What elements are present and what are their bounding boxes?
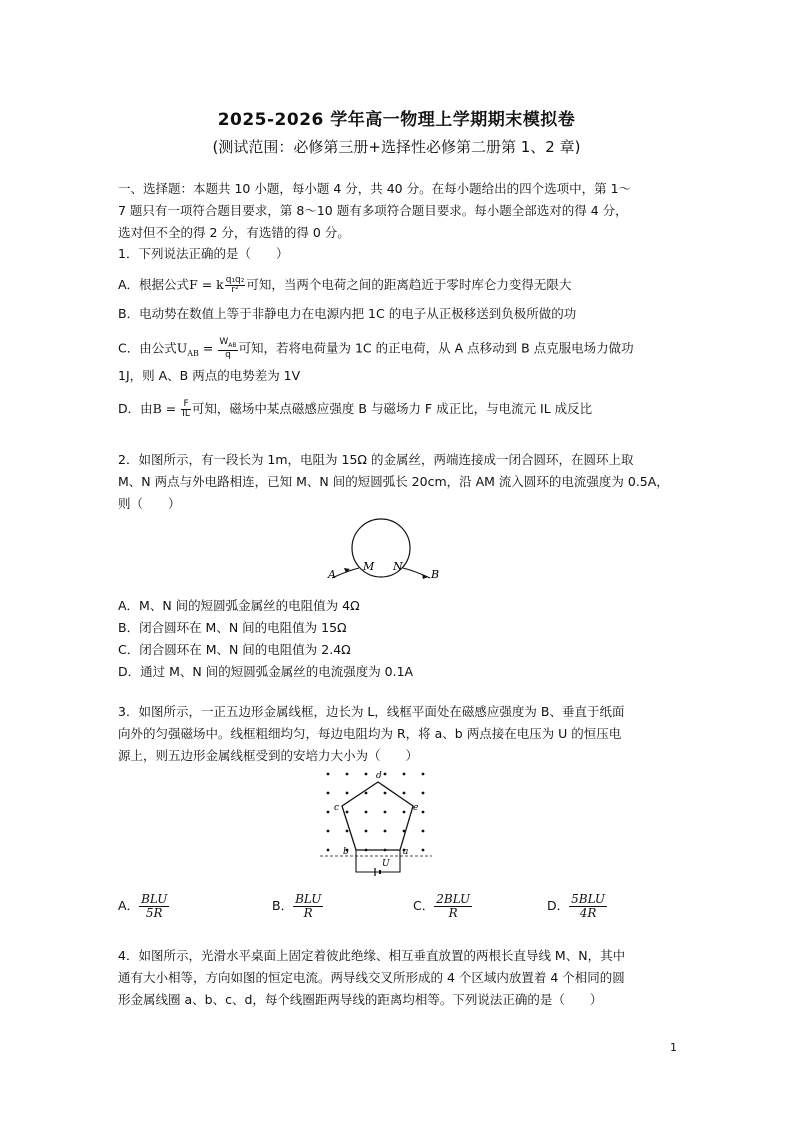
field-dot — [403, 792, 406, 795]
q1-option-c — [118, 338, 634, 362]
q3-option-b-letter: B． — [272, 898, 294, 913]
field-dot — [327, 811, 330, 814]
field-dot — [384, 830, 387, 833]
q3-option-d-numerator: 5BLU — [571, 892, 606, 906]
page-title: 2025-2026 学年高一物理上学期期末模拟卷 — [217, 110, 576, 130]
q3-option-b — [272, 893, 323, 920]
q3-label-a: a — [403, 847, 409, 857]
field-dot — [327, 849, 330, 852]
q1-stem: 1．下列说法正确的是（ ） — [118, 246, 289, 261]
q1-option-d-fraction — [181, 400, 191, 419]
q3-option-b-fraction — [293, 893, 323, 920]
page-subtitle: (测试范围：必修第三册+选择性必修第二册第 1、2 章) — [212, 138, 581, 156]
q2-label-b: B — [431, 568, 440, 581]
q3-option-c-denominator: R — [448, 906, 458, 920]
field-dot — [327, 830, 330, 833]
field-dot — [422, 792, 425, 795]
q3-option-c-numerator: 2BLU — [436, 892, 471, 906]
q1-option-d-text: 可知，磁场中某点磁感应强度 B 与磁场力 F 成正比，与电流元 IL 成反比 — [191, 401, 593, 416]
q3-option-a — [118, 893, 169, 920]
q3-label-c: c — [334, 803, 340, 813]
field-dot — [365, 773, 368, 776]
field-dot — [346, 830, 349, 833]
q1-option-a-text: 可知，当两个电荷之间的距离趋近于零时库仑力变得无限大 — [246, 277, 572, 292]
q4-stem-line-3: 形金属线圈 a、b、c、d，每个线圈距两导线的距离均相等。下列说法正确的是（ ） — [118, 992, 603, 1007]
q2-label-m: M — [363, 560, 375, 573]
q1-option-a — [118, 276, 571, 295]
q3-option-a-denominator: 5R — [145, 906, 163, 920]
q4-stem-line-1: 4．如图所示，光滑水平桌面上固定着彼此绝缘、相互垂直放置的两根长直导线 M、N，其中 — [118, 948, 626, 963]
q1-option-d-formula-lhs: B = — [152, 401, 181, 416]
field-dot — [365, 792, 368, 795]
q1-option-b: B．电动势在数值上等于非静电力在电源内把 1C 的电子从正极移送到负极所做的功 — [118, 306, 577, 321]
q3-option-a-letter: A． — [118, 898, 140, 913]
q1-option-c-numerator-sub: AB — [228, 341, 237, 349]
field-dot — [384, 811, 387, 814]
q2-option-b: B．闭合圆环在 M、N 间的电阻值为 15Ω — [118, 620, 347, 635]
section-instruction-line-2: 7 题只有一项符合题目要求，第 8～10 题有多项符合题目要求。每小题全部选对的得 4 分， — [118, 203, 628, 218]
q1-option-c-formula-lhs: U — [176, 340, 188, 356]
q1-option-c-prefix: C．由公式 — [118, 340, 177, 356]
field-dot — [346, 773, 349, 776]
q3-stem-line-2: 向外的匀强磁场中。线框粗细均匀，每边电阻均为 R，将 a、b 两点接在电压为 U 的恒压电 — [118, 726, 622, 741]
field-dot — [422, 830, 425, 833]
section-instruction-line-3: 选对但不全的得 2 分，有选错的得 0 分。 — [118, 225, 350, 240]
q3-option-c-fraction — [434, 893, 472, 920]
q3-stem-line-1: 3．如图所示，一正五边形金属线框，边长为 L，线框平面处在磁感应强度为 B、垂直于纸面 — [118, 704, 625, 719]
field-dot — [327, 773, 330, 776]
q1-option-a-fraction — [225, 276, 246, 295]
field-dot — [365, 830, 368, 833]
q2-option-a: A．M、N 间的短圆弧金属丝的电阻值为 4Ω — [118, 598, 360, 613]
q2-label-n: N — [393, 560, 403, 573]
q1-option-d-numerator: F — [181, 400, 191, 410]
q1-option-c-equals: = — [198, 340, 218, 356]
field-dot — [422, 773, 425, 776]
q3-pentagon-figure — [320, 768, 435, 876]
page-number: 1 — [670, 1041, 677, 1054]
q3-option-a-numerator: BLU — [141, 892, 168, 906]
field-dot — [403, 811, 406, 814]
q4-stem-line-2: 通有大小相等，方向如图的恒定电流。两导线交叉所形成的 4 个区域内放置着 4 个相同的圆 — [118, 970, 625, 985]
field-dot — [422, 849, 425, 852]
q2-option-d: D．通过 M、N 间的短圆弧金属丝的电流强度为 0.1A — [118, 664, 414, 679]
q1-option-a-denominator: r² — [231, 285, 239, 295]
q1-option-a-formula-lhs: F = k — [189, 277, 224, 292]
q3-label-d: d — [376, 771, 382, 781]
q1-option-d-denominator: IL — [182, 409, 190, 419]
q1-option-d-prefix: D．由 — [118, 401, 153, 416]
q1-option-c-numerator: W — [219, 337, 229, 347]
q2-circuit-figure — [322, 518, 452, 586]
q2-stem-line-1: 2．如图所示，有一段长为 1m，电阻为 15Ω 的金属丝，两端连接成一闭合圆环，在圆环上取 — [118, 452, 634, 467]
q3-pentagon-frame — [342, 782, 413, 850]
q1-option-a-prefix: A．根据公式 — [118, 277, 190, 292]
q1-option-c-denominator: q — [225, 349, 231, 360]
q3-option-a-fraction — [139, 893, 169, 920]
q2-label-a: A — [328, 568, 336, 581]
q2-option-c: C．闭合圆环在 M、N 间的电阻值为 2.4Ω — [118, 642, 351, 657]
q3-label-u: U — [382, 859, 390, 869]
q3-option-d-fraction — [569, 893, 607, 920]
q3-stem-line-3: 源上，则五边形金属线框受到的安培力大小为（ ） — [118, 748, 419, 763]
field-dot — [422, 811, 425, 814]
section-instruction-line-1: 一、选择题：本题共 10 小题，每小题 4 分，共 40 分。在每小题给出的四个选项中，第 1～ — [118, 181, 632, 196]
q3-option-c-letter: C． — [413, 898, 435, 913]
field-dot — [365, 811, 368, 814]
field-dot — [403, 773, 406, 776]
field-dot — [346, 811, 349, 814]
q1-option-c-text: 可知，若将电荷量为 1C 的正电荷，从 A 点移动到 B 点克服电场力做功 — [238, 340, 634, 356]
q3-option-d-letter: D． — [547, 898, 570, 913]
field-dot — [384, 792, 387, 795]
q1-option-c-fraction — [218, 338, 237, 360]
q1-option-a-numerator: q₁q₂ — [225, 275, 245, 285]
field-dot — [327, 792, 330, 795]
q3-option-b-numerator: BLU — [295, 892, 322, 906]
q3-source-wire — [356, 850, 400, 872]
q2-stem-line-2: M、N 两点与外电路相连，已知 M、N 间的短圆弧长 20cm，沿 AM 流入圆环的电流强度为 0.5A， — [118, 474, 669, 489]
q3-option-d-denominator: 4R — [579, 906, 597, 920]
q2-stem-line-3: 则（ ） — [118, 496, 181, 511]
q3-option-d — [547, 893, 607, 920]
q1-option-c-formula-sub: AB — [187, 348, 199, 358]
q3-option-c — [413, 893, 472, 920]
q3-option-b-denominator: R — [303, 906, 313, 920]
q1-option-c-line-2: 1J，则 A、B 两点的电势差为 1V — [118, 368, 301, 383]
field-dot — [384, 773, 387, 776]
q3-label-e: e — [413, 803, 419, 813]
q3-label-b: b — [343, 847, 349, 857]
field-dot — [346, 792, 349, 795]
q1-option-d — [118, 400, 592, 419]
